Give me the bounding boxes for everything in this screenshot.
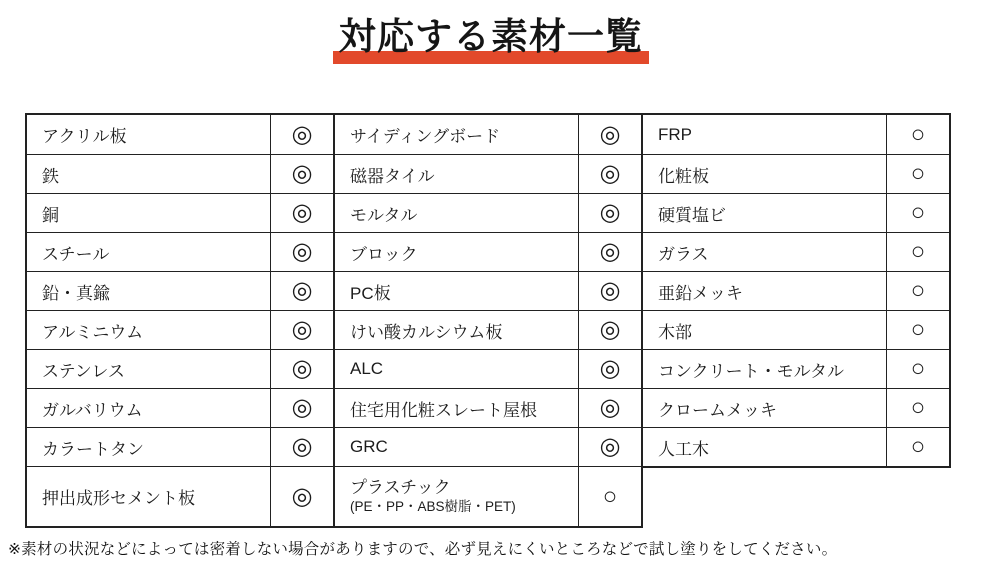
rating-mark-cell: ○ — [910, 160, 926, 187]
material-name-cell: ガラス — [643, 233, 887, 271]
material-name-cell: クロームメッキ — [643, 389, 887, 427]
table-row — [643, 154, 949, 193]
material-name-sub: (PE・PP・ABS樹脂・PET) — [350, 498, 516, 514]
material-name-cell: 亜鉛メッキ — [643, 272, 887, 310]
rating-mark-cell: ◎ — [291, 120, 313, 148]
rating-mark-cell: ◎ — [291, 355, 313, 382]
table-row — [335, 349, 641, 388]
material-column-group-1 — [25, 113, 335, 528]
table-row — [335, 271, 641, 310]
material-name-cell: 木部 — [643, 311, 887, 349]
table-row — [27, 271, 333, 310]
material-name-lines — [350, 478, 516, 515]
rating-mark-cell: ◎ — [291, 277, 313, 304]
material-name-cell: 硬質塩ビ — [643, 194, 887, 232]
material-name-cell: 化粧板 — [643, 155, 887, 193]
table-row — [643, 349, 949, 388]
material-name-cell: ガルバリウム — [27, 389, 271, 427]
table-row — [643, 427, 949, 466]
table-row — [335, 154, 641, 193]
rating-mark-cell: ◎ — [599, 394, 621, 421]
rating-mark-cell: ◎ — [291, 316, 313, 343]
table-row — [335, 232, 641, 271]
material-name-cell: カラートタン — [27, 428, 271, 466]
rating-mark-cell: ○ — [602, 482, 618, 510]
material-name-cell: FRP — [643, 115, 887, 154]
rating-mark-cell: ◎ — [291, 238, 313, 265]
rating-mark-cell: ◎ — [599, 277, 621, 304]
material-name-cell: 人工木 — [643, 428, 887, 466]
material-name-cell: ALC — [335, 350, 579, 388]
table-row — [335, 427, 641, 466]
table-row — [27, 154, 333, 193]
materials-table — [25, 113, 951, 528]
rating-mark-cell: ○ — [910, 316, 926, 343]
page-title — [335, 4, 647, 66]
page-header — [0, 4, 982, 66]
rating-mark-cell: ◎ — [291, 433, 313, 460]
table-row — [27, 115, 333, 154]
table-row — [643, 115, 949, 154]
table-row — [27, 427, 333, 466]
footnote: ※素材の状況などによっては密着しない場合がありますので、必ず見えにくいところなどで試し塗りをしてください。 — [8, 541, 838, 558]
material-name-cell: スチール — [27, 233, 271, 271]
material-name-cell: サイディングボード — [335, 115, 579, 154]
rating-mark-cell: ○ — [910, 355, 926, 382]
rating-mark-cell: ◎ — [599, 238, 621, 265]
table-row — [27, 466, 333, 526]
material-name-cell: 住宅用化粧スレート屋根 — [335, 389, 579, 427]
material-name-cell: けい酸カルシウム板 — [335, 311, 579, 349]
material-name-cell: モルタル — [335, 194, 579, 232]
rating-mark-cell: ◎ — [599, 433, 621, 460]
material-name-cell: 押出成形セメント板 — [27, 467, 271, 526]
material-name-cell: アクリル板 — [27, 115, 271, 154]
rating-mark-cell: ◎ — [599, 160, 621, 187]
table-row — [27, 193, 333, 232]
rating-mark-cell: ○ — [910, 199, 926, 226]
rating-mark-cell: ◎ — [291, 482, 313, 510]
rating-mark-cell: ○ — [910, 433, 926, 460]
rating-mark-cell: ○ — [910, 120, 926, 148]
rating-mark-cell: ◎ — [599, 316, 621, 343]
table-row — [335, 193, 641, 232]
material-column-group-2 — [333, 113, 643, 528]
material-name-cell: PC板 — [335, 272, 579, 310]
material-name-cell: コンクリート・モルタル — [643, 350, 887, 388]
table-row — [335, 466, 641, 526]
material-column-group-3 — [641, 113, 951, 468]
table-row — [643, 388, 949, 427]
material-name-cell: ステンレス — [27, 350, 271, 388]
material-name-cell: ブロック — [335, 233, 579, 271]
table-row — [643, 232, 949, 271]
rating-mark-cell: ◎ — [291, 394, 313, 421]
rating-mark-cell: ○ — [910, 238, 926, 265]
material-name: プラスチック — [350, 478, 451, 498]
page-title-text: 対応する素材一覧 — [339, 16, 643, 57]
table-row — [643, 193, 949, 232]
material-name-cell: 磁器タイル — [335, 155, 579, 193]
material-name-cell: 銅 — [27, 194, 271, 232]
material-name-cell — [335, 467, 579, 526]
material-name-cell: アルミニウム — [27, 311, 271, 349]
material-name-cell: 鉄 — [27, 155, 271, 193]
rating-mark-cell: ○ — [910, 277, 926, 304]
table-row — [27, 310, 333, 349]
rating-mark-cell: ○ — [910, 394, 926, 421]
material-name-cell: GRC — [335, 428, 579, 466]
material-name-cell: 鉛・真鍮 — [27, 272, 271, 310]
table-row — [27, 232, 333, 271]
rating-mark-cell: ◎ — [599, 355, 621, 382]
rating-mark-cell: ◎ — [291, 199, 313, 226]
rating-mark-cell: ◎ — [599, 199, 621, 226]
table-row — [643, 310, 949, 349]
rating-mark-cell: ◎ — [291, 160, 313, 187]
table-row — [643, 271, 949, 310]
table-row — [335, 388, 641, 427]
table-row — [27, 349, 333, 388]
table-row — [335, 310, 641, 349]
table-row — [27, 388, 333, 427]
rating-mark-cell: ◎ — [599, 120, 621, 148]
table-row — [335, 115, 641, 154]
